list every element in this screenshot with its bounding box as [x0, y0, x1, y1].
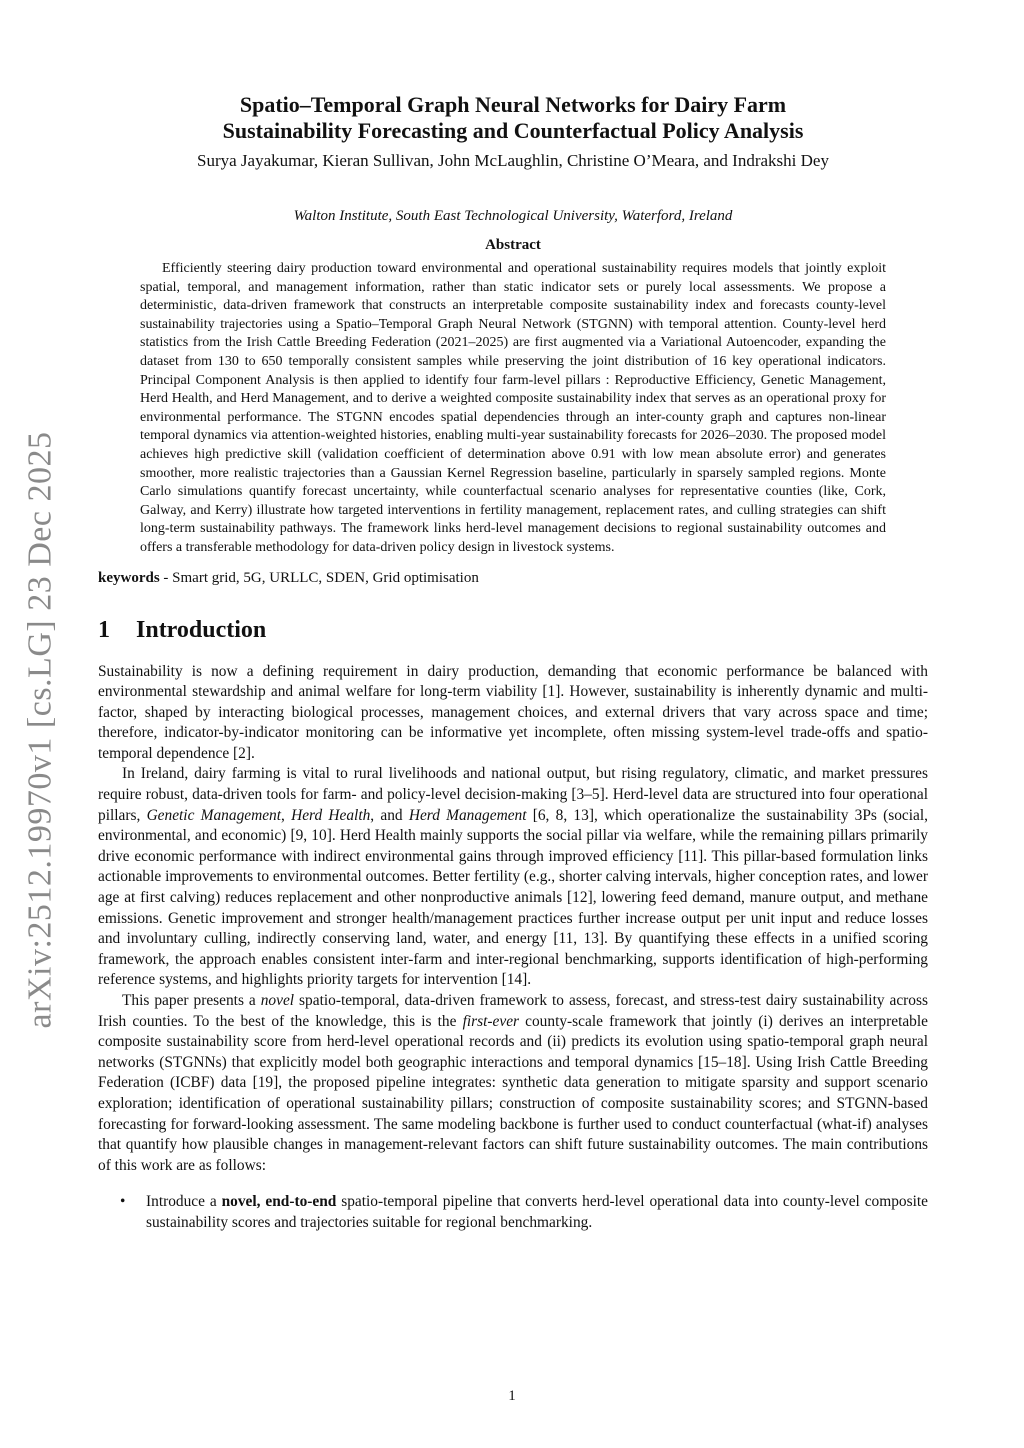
p2-italic-health: Herd Health [291, 806, 371, 824]
bullet-text-a: Introduce a [146, 1193, 222, 1211]
p3-text-c: county-scale framework that jointly (i) derives an interpretable composite sustainability score from herd-level operational records and (ii) predicts its evolution using spatio-temporal graph neural networks (STGNNs) that explicitly model both geographic interactions and temporal dynamics [15–18]. Using Irish Cattle Breeding Federation (ICBF) data [19], the proposed pipeline integrates: synthetic data generation to mitigate sparsity and support scenario exploration; identification of operational sustainability pillars; construction of composite sustainability scores; and STGNN-based forecasting for forward-looking assessment. The same modeling backbone is further used to conduct counterfactual (what-if) analyses that quantify how plausible changes in management-relevant factors can shift future sustainability outcomes. The main contributions of this work are as follows: [98, 1012, 928, 1174]
section-title: Introduction [136, 616, 267, 643]
arxiv-identifier: arXiv:2512.19970v1 [cs.LG] 23 Dec 2025 [21, 431, 59, 1029]
bullet-text-b: spatio-temporal pipeline that converts herd-level operational data into county-level composite sustainability scores and trajectories suitable for regional benchmarking. [146, 1193, 928, 1231]
arxiv-sidebar-stamp [8, 350, 72, 1110]
p2-text-a: In Ireland, dairy farming is vital to rural livelihoods and national output, but rising regulatory, climatic, and market pressures require robust, data-driven tools for farm- and policy-level decision-making [3–5]. Herd-level data are structured into four operational pillars, [98, 765, 928, 824]
section-number: 1 [98, 616, 110, 643]
author-list: Surya Jayakumar, Kieran Sullivan, John McLaughlin, Christine O’Meara, and Indrakshi Dey [197, 151, 829, 170]
contribution-bullet [98, 1192, 928, 1233]
p2-text-d: [6, 8, 13], which operationalize the sustainability 3Ps (social, environmental, and economic) [9, 10]. Herd Health mainly supports the social pillar via welfare, while the remaining pillars primarily drive economic performance with indirect environmental gains through improved efficiency [11]. This pillar-based formulation links actionable improvements to environmental outcomes. Better fertility (e.g., shorter calving intervals, higher conception rates, and lower age at first calving) reduces replacement and other nonproductive animals [12], lowering feed demand, manure output, and methane emissions. Genetic improvement and stronger health/management practices further increase output per unit input and reduce losses and involuntary culling, indirectly conserving land, water, and energy [11, 13]. By quantifying these effects in a unified scoring framework, the approach enables consistent inter-farm and inter-regional benchmarking, supports identification of high-performing reference systems, and highlights priority targets for intervention [14]. [98, 806, 928, 989]
bullet-bold: novel, end-to-end [221, 1193, 337, 1211]
title-line-1: Spatio–Temporal Graph Neural Networks for Dairy Farm [239, 92, 787, 117]
p2-text-b: , [281, 806, 292, 824]
keywords-label: keywords [98, 569, 160, 586]
p3-text-b: spatio-temporal, data-driven framework to assess, forecast, and stress-test dairy sustainability across Irish counties. To the best of the knowledge, this is the [98, 992, 928, 1030]
bullet-dot-icon: • [120, 1193, 126, 1211]
page-number: 1 [508, 1388, 516, 1404]
intro-paragraph-3 [98, 991, 928, 1176]
abstract-text: Efficiently steering dairy production toward environmental and operational sustainability requires models that jointly exploit spatial, temporal, and management information, rather than static indicator sets or purely local assessments. We propose a deterministic, data-driven framework that constructs an interpretable composite sustainability index and forecasts county-level sustainability trajectories using a Spatio–Temporal Graph Neural Network (STGNN) with temporal attention. County-level herd statistics from the Irish Cattle Breeding Federation (2021–2025) are first augmented via a Variational Autoencoder, expanding the dataset from 130 to 650 temporally consistent samples while preserving the joint distribution of 16 key operational indicators. Principal Component Analysis is then applied to identify four farm-level pillars : Reproductive Efficiency, Genetic Management, Herd Health, and Herd Management, and to derive a weighted composite sustainability index that serves as an operational proxy for environmental performance. The STGNN encodes spatial dependencies through an inter-county graph and captures non-linear temporal dynamics via attention-weighted histories, enabling multi-year sustainability forecasts for 2026–2030. The proposed model achieves high predictive skill (validation coefficient of determination above 0.91 with low mean absolute error) and generates smoother, more realistic trajectories than a Gaussian Kernel Regression baseline, particularly in sparsely sampled regions. Monte Carlo simulations quantify forecast uncertainty, while counterfactual scenario analyses for representative counties (like, Cork, Galway, and Kerry) illustrate how targeted interventions in fertility management, replacement rates, and culling strategies can shift long-term sustainability pathways. The framework links herd-level management decisions to regional sustainability outcomes and offers a transferable methodology for data-driven policy design in livestock systems. [140, 261, 886, 555]
affiliation: Walton Institute, South East Technological University, Waterford, Ireland [293, 208, 733, 224]
section-heading [98, 617, 928, 644]
bullet-text [146, 1192, 928, 1233]
p2-text-c: , and [370, 806, 409, 824]
p3-text-a: This paper presents a [122, 992, 261, 1009]
abstract-heading: Abstract [485, 237, 541, 253]
paper-page [98, 92, 928, 1234]
paper-title [98, 92, 928, 144]
p3-italic-first-ever: first-ever [462, 1012, 520, 1030]
p2-italic-genetic: Genetic Management [146, 806, 282, 824]
p2-italic-management: Herd Management [408, 806, 527, 824]
title-line-2: Sustainability Forecasting and Counterfactual Policy Analysis [222, 118, 804, 143]
intro-paragraph-1: Sustainability is now a defining requirement in dairy production, demanding that economic performance be balanced with environmental stewardship and animal welfare for long-term viability [1]. However, sustainability is inherently dynamic and multi-factor, shaped by interacting biological processes, management choices, and external drivers that vary across space and time; therefore, indicator-by-indicator monitoring can be informative yet incomplete, often missing system-level trade-offs and spatio-temporal dependence [2]. [98, 662, 928, 762]
p3-italic-novel: novel [260, 992, 295, 1009]
keywords-text: - Smart grid, 5G, URLLC, SDEN, Grid optimisation [159, 569, 479, 586]
keywords-line [98, 570, 928, 587]
intro-paragraph-2 [98, 764, 928, 991]
